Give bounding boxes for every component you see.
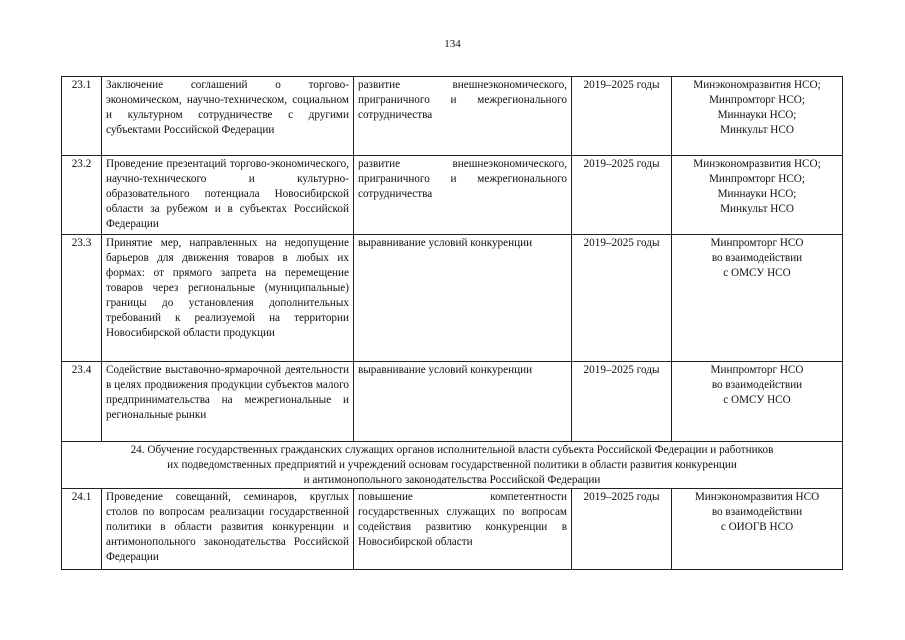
goal-cell: выравнивание условий конкуренции <box>354 362 572 442</box>
row-number: 23.1 <box>62 77 102 156</box>
executor-line: Минкульт НСО <box>720 203 794 215</box>
executor-line: Минпромторг НСО; <box>708 94 805 106</box>
executor-cell <box>672 362 843 442</box>
executor-line: с ОМСУ НСО <box>723 394 791 406</box>
period-cell: 2019–2025 годы <box>572 77 672 156</box>
executor-line: Минпромторг НСО <box>710 364 804 376</box>
executor-line: Минкульт НСО <box>720 124 794 136</box>
executor-line: Минэкономразвития НСО <box>694 491 820 503</box>
section-title-line: их подведомственных предприятий и учреждений основам государственной политики в области развития конкуренции <box>167 459 737 471</box>
table-row <box>62 235 843 362</box>
activity-cell: Проведение совещаний, семинаров, круглых столов по вопросам реализации государственной политики в области развития конкуренции и антимонопольного законодательства Российской Федерации <box>102 489 354 570</box>
executor-line: Минэкономразвития НСО; <box>693 158 821 170</box>
executor-line: во взаимодействии <box>711 506 803 518</box>
row-number: 24.1 <box>62 489 102 570</box>
executor-line: Минпромторг НСО; <box>708 173 805 185</box>
executor-line: с ОИОГВ НСО <box>720 521 794 533</box>
page-number: 134 <box>444 38 461 50</box>
activity-cell: Проведение презентаций торгово-экономического, научно-технического и культурно-образовательного потенциала Новосибирской области за рубежом и в субъектах Российской Федерации <box>102 156 354 235</box>
goal-cell: развитие внешнеэкономического, приграничного и межрегионального сотрудничества <box>354 156 572 235</box>
table-row <box>62 156 843 235</box>
period-cell: 2019–2025 годы <box>572 489 672 570</box>
activity-cell: Принятие мер, направленных на недопущение барьеров для движения товаров в любых их формах: от прямого запрета на перемещение товаров через региональные (муниципальные) границы до установления дополнительных требований к реализуемой на территории Новосибирской области продукции <box>102 235 354 362</box>
table-row <box>62 489 843 570</box>
executor-line: во взаимодействии <box>711 379 803 391</box>
executor-line: с ОМСУ НСО <box>723 267 791 279</box>
goal-cell: повышение компетентности государственных служащих по вопросам содействия развитию конкуренции в Новосибирской области <box>354 489 572 570</box>
period-cell: 2019–2025 годы <box>572 235 672 362</box>
measures-table <box>61 76 843 570</box>
executor-cell <box>672 156 843 235</box>
period-cell: 2019–2025 годы <box>572 362 672 442</box>
executor-line: Миннауки НСО; <box>717 188 797 200</box>
row-number: 23.2 <box>62 156 102 235</box>
activity-cell: Содействие выставочно-ярмарочной деятельности в целях продвижения продукции субъектов малого предпринимательства на межрегиональные и региональные рынки <box>102 362 354 442</box>
row-number: 23.3 <box>62 235 102 362</box>
goal-cell: выравнивание условий конкуренции <box>354 235 572 362</box>
section-title <box>62 442 843 489</box>
section-title-line: 24. Обучение государственных гражданских служащих органов исполнительной власти субъекта Российской Федерации и работников <box>130 444 774 456</box>
activity-cell: Заключение соглашений о торгово-экономическом, научно-техническом, социальном и культурном сотрудничестве с другими субъектами Российской Федерации <box>102 77 354 156</box>
row-number: 23.4 <box>62 362 102 442</box>
executor-line: Миннауки НСО; <box>717 109 797 121</box>
goal-cell: развитие внешнеэкономического, приграничного и межрегионального сотрудничества <box>354 77 572 156</box>
executor-line: во взаимодействии <box>711 252 803 264</box>
table-row <box>62 77 843 156</box>
executor-line: Минэкономразвития НСО; <box>693 79 821 91</box>
section-header-row <box>62 442 843 489</box>
section-title-line: и антимонопольного законодательства Российской Федерации <box>303 474 601 486</box>
period-cell: 2019–2025 годы <box>572 156 672 235</box>
executor-cell <box>672 235 843 362</box>
table-row <box>62 362 843 442</box>
executor-cell <box>672 489 843 570</box>
executor-cell <box>672 77 843 156</box>
executor-line: Минпромторг НСО <box>710 237 804 249</box>
